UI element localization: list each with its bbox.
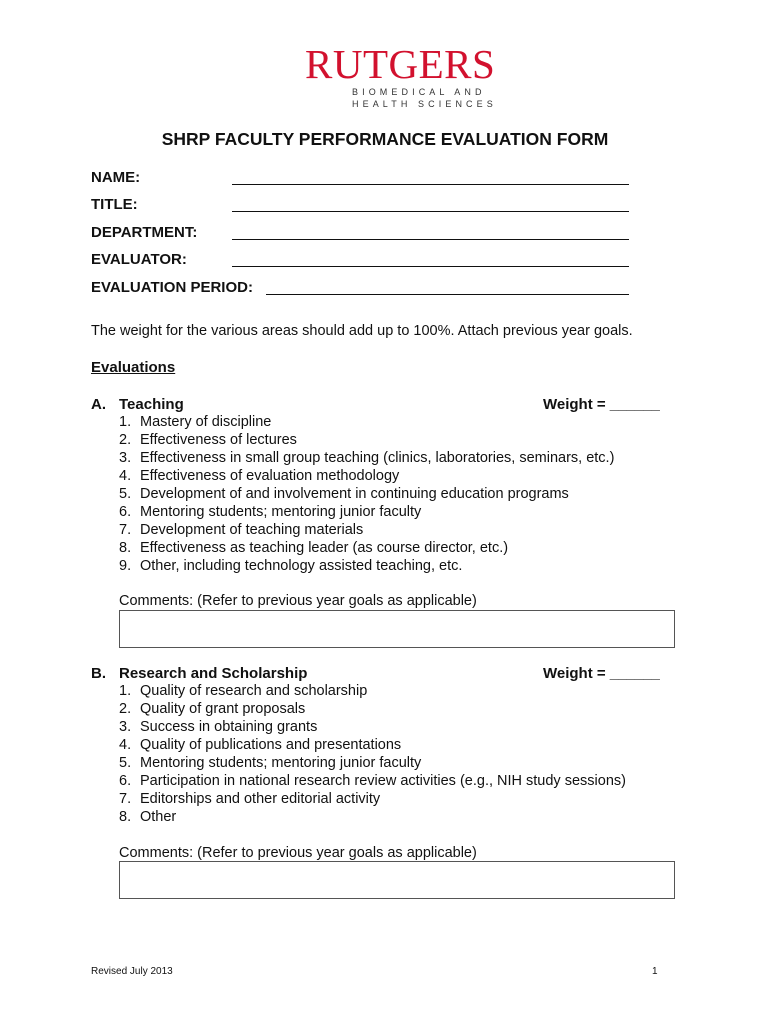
section-a-title: Teaching: [119, 396, 184, 413]
name-label: NAME:: [91, 169, 141, 186]
item-number: 2.: [119, 432, 132, 448]
instructions-text: The weight for the various areas should add up to 100%. Attach previous year goals.: [91, 323, 633, 339]
section-b-weight: Weight = ______: [543, 665, 660, 682]
item-number: 9.: [119, 558, 132, 574]
item-number: 6.: [119, 504, 132, 520]
item-text: Success in obtaining grants: [140, 719, 318, 735]
item-text: Development of and involvement in continuing education programs: [140, 486, 569, 502]
list-item: [119, 755, 421, 771]
list-item: [119, 486, 569, 502]
revision-date: Revised July 2013: [91, 966, 173, 977]
section-a-weight: Weight = ______: [543, 396, 660, 413]
name-field-line[interactable]: [232, 184, 629, 185]
list-item: [119, 414, 271, 430]
logo-subtitle-line-1: BIOMEDICAL AND: [352, 87, 486, 97]
item-number: 7.: [119, 791, 132, 807]
logo-subtitle-line-2: HEALTH SCIENCES: [352, 99, 497, 109]
item-text: Mastery of discipline: [140, 414, 272, 430]
item-text: Mentoring students; mentoring junior faculty: [140, 504, 422, 520]
list-item: [119, 791, 380, 807]
evaluation-period-label: EVALUATION PERIOD:: [91, 279, 253, 296]
item-text: Participation in national research review activities (e.g., NIH study sessions): [140, 773, 626, 789]
item-text: Quality of publications and presentations: [140, 737, 402, 753]
item-number: 8.: [119, 809, 132, 825]
list-item: [119, 558, 462, 574]
item-number: 3.: [119, 719, 132, 735]
evaluator-field-line[interactable]: [232, 266, 629, 267]
list-item: [119, 522, 363, 538]
item-text: Quality of grant proposals: [140, 701, 306, 717]
item-text: Quality of research and scholarship: [140, 683, 368, 699]
evaluation-period-field-line[interactable]: [266, 294, 629, 295]
item-text: Editorships and other editorial activity: [140, 791, 381, 807]
item-number: 4.: [119, 737, 132, 753]
list-item: [119, 432, 297, 448]
list-item: [119, 809, 176, 825]
item-text: Mentoring students; mentoring junior faculty: [140, 755, 422, 771]
item-text: Other, including technology assisted teaching, etc.: [140, 558, 463, 574]
item-text: Development of teaching materials: [140, 522, 364, 538]
item-number: 3.: [119, 450, 132, 466]
item-text: Effectiveness in small group teaching (clinics, laboratories, seminars, etc.): [140, 450, 615, 466]
section-a-comments-box[interactable]: [119, 610, 675, 648]
section-a-letter: A.: [91, 396, 106, 413]
list-item: [119, 737, 401, 753]
item-number: 7.: [119, 522, 132, 538]
list-item: [119, 450, 614, 466]
item-text: Effectiveness of evaluation methodology: [140, 468, 400, 484]
list-item: [119, 701, 305, 717]
list-item: [119, 773, 626, 789]
form-title: SHRP FACULTY PERFORMANCE EVALUATION FORM: [161, 129, 609, 149]
title-field-line[interactable]: [232, 211, 629, 212]
title-label: TITLE:: [91, 196, 138, 213]
item-text: Effectiveness of lectures: [140, 432, 297, 448]
department-field-line[interactable]: [232, 239, 629, 240]
evaluations-heading: Evaluations: [91, 359, 176, 376]
section-b-comments-label: Comments: (Refer to previous year goals as applicable): [119, 845, 477, 861]
item-number: 5.: [119, 755, 132, 771]
list-item: [119, 504, 421, 520]
item-text: Other: [140, 809, 177, 825]
section-a-comments-label: Comments: (Refer to previous year goals as applicable): [119, 593, 477, 609]
department-label: DEPARTMENT:: [91, 224, 198, 241]
rutgers-logo-wordmark: RUTGERS: [305, 41, 496, 87]
item-number: 1.: [119, 683, 132, 699]
item-number: 5.: [119, 486, 132, 502]
list-item: [119, 683, 367, 699]
section-b-letter: B.: [91, 665, 106, 682]
list-item: [119, 468, 399, 484]
page-number: 1: [652, 966, 658, 977]
item-number: 6.: [119, 773, 132, 789]
section-b-comments-box[interactable]: [119, 861, 675, 899]
section-b-title: Research and Scholarship: [119, 665, 308, 682]
item-number: 1.: [119, 414, 132, 430]
item-number: 8.: [119, 540, 132, 556]
item-number: 4.: [119, 468, 132, 484]
item-number: 2.: [119, 701, 132, 717]
list-item: [119, 719, 317, 735]
item-text: Effectiveness as teaching leader (as course director, etc.): [140, 540, 509, 556]
list-item: [119, 540, 508, 556]
evaluator-label: EVALUATOR:: [91, 251, 187, 268]
